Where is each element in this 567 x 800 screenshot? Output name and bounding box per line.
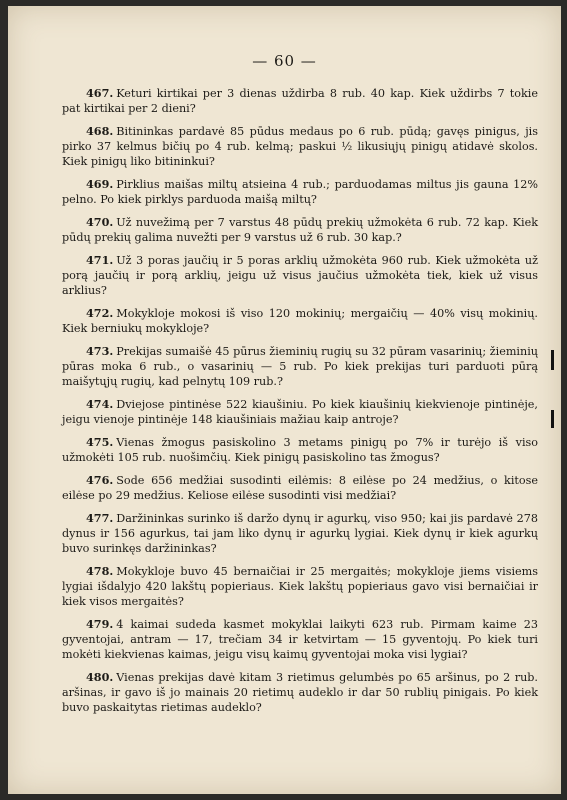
problem-469 [62, 177, 538, 207]
problem-number: 474. [86, 397, 114, 411]
problem-text: Mokykloje buvo 45 bernaičiai ir 25 mergaitės; mokykloje jiems visiems lygiai išdalyjo 420 lakštų popieriaus. Kiek lakštų popieriaus gavo visi bernaičiai ir kiek visos mergaitės? [62, 565, 538, 608]
problem-text: Už 3 poras jaučių ir 5 poras arklių užmokėta 960 rub. Kiek užmokėta už porą jaučių ir porą arklių, jeigu už visus jaučius užmokėta tiek, kiek už visus arklius? [62, 254, 538, 297]
problem-470 [62, 215, 538, 245]
problem-479 [62, 617, 538, 662]
page-number: — 60 — [252, 52, 317, 70]
problem-text: Už nuvežimą per 7 varstus 48 pūdų prekių užmokėta 6 rub. 72 kap. Kiek pūdų prekių galima nuvežti per 9 varstus už 6 rub. 30 kap.? [62, 216, 538, 244]
problem-number: 476. [86, 473, 114, 487]
problem-number: 478. [86, 564, 114, 578]
problem-467 [62, 86, 538, 116]
problem-text: Prekijas sumaišė 45 pūrus žieminių rugių su 32 pūram vasarinių; žieminių pūras moka 6 rub., o vasarinių — 5 rub. Po kiek prekijas turi parduoti pūrą maišytųjų rugių, kad pelnytų 109 rub.? [62, 345, 538, 388]
problem-475 [62, 435, 538, 465]
problem-number: 475. [86, 435, 114, 449]
problem-list [62, 86, 538, 723]
problem-number: 470. [86, 215, 114, 229]
problem-text: Vienas prekijas davė kitam 3 rietimus gelumbės po 65 aršinus, po 2 rub. aršinas, ir gavo iš jo mainais 20 rietimų audeklo ir dar 50 rublių pinigais. Po kiek buvo paskaitytas rietimas audeklo? [62, 671, 538, 714]
margin-mark [551, 410, 554, 428]
problem-number: 468. [86, 124, 114, 138]
problem-471 [62, 253, 538, 298]
problem-text: Dviejose pintinėse 522 kiaušiniu. Po kiek kiaušinių kiekvienoje pintinėje, jeigu vienoje pintinėje 148 kiaušiniais mažiau kaip antroje? [62, 398, 538, 426]
problem-number: 477. [86, 511, 114, 525]
book-page [8, 6, 561, 794]
problem-477 [62, 511, 538, 556]
problem-text: Pirklius maišas miltų atsieina 4 rub.; parduodamas miltus jis gauna 12% pelno. Po kiek pirklys parduoda maišą miltų? [62, 178, 538, 206]
problem-number: 479. [86, 617, 114, 631]
problem-text: Keturi kirtikai per 3 dienas uždirba 8 rub. 40 kap. Kiek uždirbs 7 tokie pat kirtikai per 2 dieni? [62, 87, 538, 115]
problem-text: Mokykloje mokosi iš viso 120 mokinių; mergaičių — 40% visų mokinių. Kiek berniukų mokykloje? [62, 307, 538, 335]
problem-number: 472. [86, 306, 114, 320]
problem-473 [62, 344, 538, 389]
problem-478 [62, 564, 538, 609]
problem-text: Bitininkas pardavė 85 pūdus medaus po 6 rub. pūdą; gavęs pinigus, jis pirko 37 kelmus bičių po 4 rub. kelmą; paskui ½ likusiųjų pinigų atidavė skolos. Kiek pinigų liko bitininkui? [62, 125, 538, 168]
problem-number: 467. [86, 86, 114, 100]
problem-476 [62, 473, 538, 503]
problem-text: Vienas žmogus pasiskolino 3 metams pinigų po 7% ir turėjo iš viso užmokėti 105 rub. nuošimčių. Kiek pinigų pasiskolino tas žmogus? [62, 436, 538, 464]
problem-number: 473. [86, 344, 114, 358]
problem-480 [62, 670, 538, 715]
problem-474 [62, 397, 538, 427]
problem-468 [62, 124, 538, 169]
problem-472 [62, 306, 538, 336]
problem-number: 471. [86, 253, 114, 267]
problem-text: 4 kaimai sudeda kasmet mokyklai laikyti 623 rub. Pirmam kaime 23 gyventojai, antram — 17, trečiam 34 ir ketvirtam — 15 gyventojų. Po kiek turi mokėti kiekvienas kaimas, jeigu visų kaimų gyventojai moka visi lygiai? [62, 618, 538, 661]
problem-number: 469. [86, 177, 114, 191]
problem-text: Sode 656 medžiai susodinti eilėmis: 8 eilėse po 24 medžius, o kitose eilėse po 29 medžius. Keliose eilėse susodinti visi medžiai? [62, 474, 538, 502]
problem-number: 480. [86, 670, 114, 684]
problem-text: Daržininkas surinko iš daržo dynų ir agurkų, viso 950; kai jis pardavė 278 dynus ir 156 agurkus, tai jam liko dynų ir agurkų lygiai. Kiek dynų ir kiek agurkų buvo surinkęs daržininkas? [62, 512, 538, 555]
margin-mark [551, 350, 554, 370]
